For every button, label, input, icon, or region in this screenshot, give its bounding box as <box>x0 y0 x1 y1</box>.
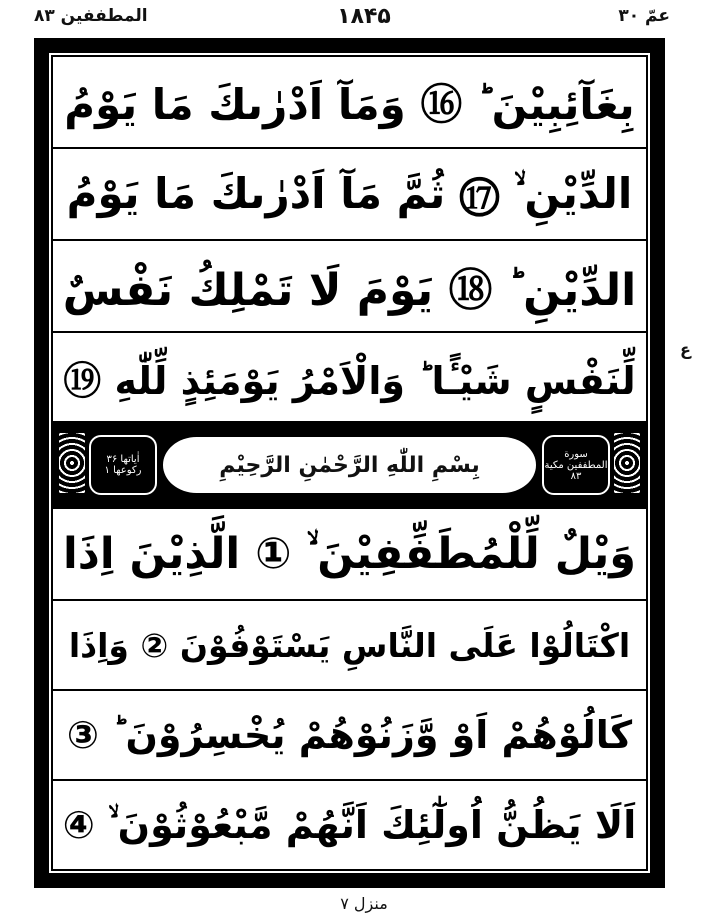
bismillah-cartouche <box>163 437 536 493</box>
page-frame <box>34 38 665 888</box>
verse-line <box>53 601 646 691</box>
verse-text: وَيْلٌ لِّلْمُطَفِّفِيْنَ ۙ ① الَّذِيْنَ اِذَا <box>63 529 636 579</box>
surah-label: المطففين ۸۳ <box>34 6 148 26</box>
verse-line <box>53 333 646 423</box>
ayat-info-box <box>89 435 157 495</box>
verse-text: الدِّيْنِ ؕ ⑱ يَوْمَ لَا تَمْلِكُ نَفْسٌ <box>62 265 637 316</box>
verse-text: لِّنَفْسٍ شَيْـًٔا ؕ وَالْاَمْرُ يَوْمَئِذٍ لِّلّٰهِ ⑲ <box>63 358 636 403</box>
verse-line <box>53 57 646 149</box>
ayat-info-text: اٰياتها ۳۶ ركوعها ۱ <box>104 454 142 476</box>
verse-text: الدِّيْنِ ۙ ⑰ ثُمَّ مَآ اَدْرٰىكَ مَا يَوْمُ <box>66 169 633 218</box>
verse-line <box>53 781 646 869</box>
text-area <box>51 55 648 871</box>
surah-info-text: سورة المطففين مكية ۸۳ <box>544 448 608 482</box>
verse-line <box>53 509 646 601</box>
ruku-marker: ع <box>680 340 691 359</box>
bismillah-text: بِسْمِ اللّٰهِ الرَّحْمٰنِ الرَّحِيْمِ <box>219 452 480 478</box>
ornament-left <box>59 433 85 493</box>
verse-line <box>53 691 646 781</box>
page-header <box>0 4 728 32</box>
page-number: ۱۸۴۵ <box>337 4 391 29</box>
verse-line <box>53 149 646 241</box>
ornament-right <box>614 433 640 493</box>
verse-text: كَالُوْهُمْ اَوْ وَّزَنُوْهُمْ يُخْسِرُوْنَ ؕ ③ <box>66 713 633 757</box>
verse-text: اَلَا يَظُنُّ اُولٰٓئِكَ اَنَّهُمْ مَّبْعُوْثُوْنَ ۙ ④ <box>62 802 637 847</box>
surah-banner <box>53 423 646 509</box>
manzil-footer: منزل ۷ <box>340 894 388 913</box>
verse-line <box>53 241 646 333</box>
surah-info-box <box>542 435 610 495</box>
verse-text: اكْتَالُوْا عَلَى النَّاسِ يَسْتَوْفُوْنَ ② وَاِذَا <box>68 625 631 665</box>
juz-label: عمّ ۳۰ <box>618 6 670 26</box>
verse-text: بِغَآئِبِيْنَ ؕ ⑯ وَمَآ اَدْرٰىكَ مَا يَوْمُ <box>64 80 635 129</box>
